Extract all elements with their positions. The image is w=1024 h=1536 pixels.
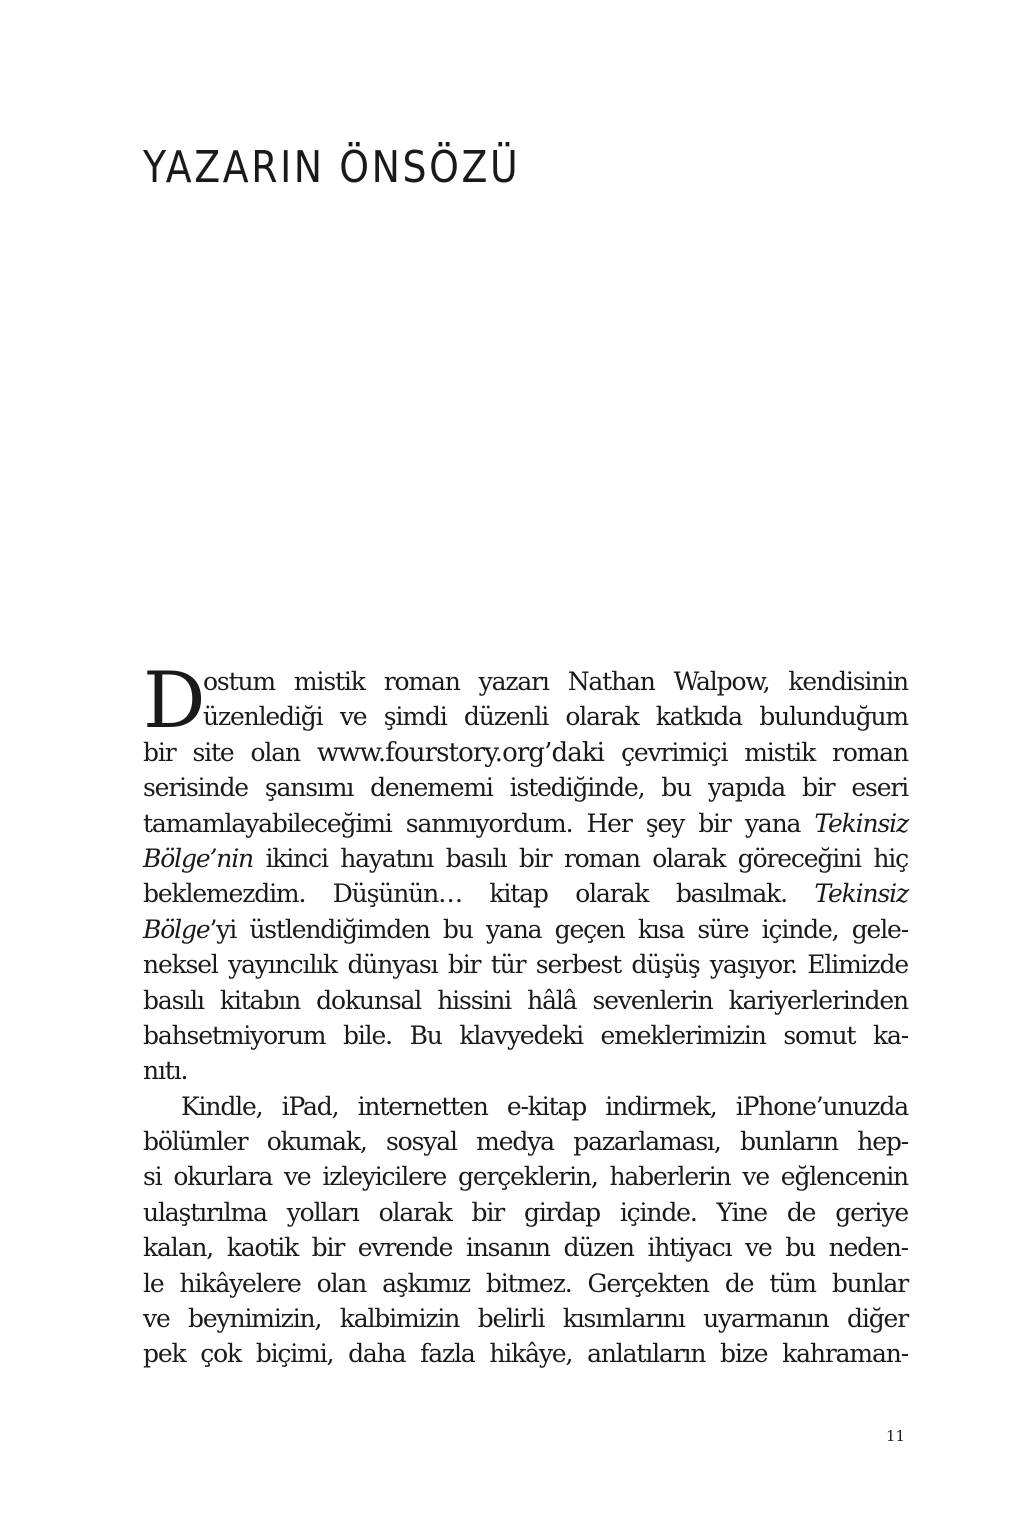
text-line: basılı kitabın dokunsal hissini hâlâ sevenlerin kariyerlerinden: [143, 985, 908, 1015]
text-line: bölümler okumak, sosyal medya pazarlaması, bunların hep-: [143, 1127, 908, 1157]
book-title-italic: Bölge’nin: [143, 843, 254, 873]
text-line: nıtı.: [143, 1056, 188, 1086]
text-line: ve beynimizin, kalbimizin belirli kısımlarını uyarmanın diğer: [143, 1304, 908, 1334]
text-segment: beklemezdim. Düşünün… kitap olarak basılmak.: [143, 879, 787, 909]
text-line: ostum mistik roman yazarı Nathan Walpow, kendisinin: [203, 667, 908, 696]
text-line: [143, 876, 908, 911]
text-line: bahsetmiyorum bile. Bu klavyedeki emeklerimizin somut ka-: [143, 1020, 908, 1050]
drop-cap: D: [143, 656, 206, 746]
text-line: [143, 912, 908, 947]
website-link-text: www.fourstory.org’daki: [316, 737, 605, 768]
text-line: ulaştırılma yolları olarak bir girdap içinde. Yine de geriye: [143, 1197, 908, 1227]
text-line: serisinde şansımı denememi istediğinde, bu yapıda bir eseri: [143, 773, 908, 803]
text-line: pek çok biçimi, daha fazla hikâye, anlatıların bize kahraman-: [143, 1339, 908, 1369]
text-line: neksel yayıncılık dünyası bir tür serbest düşüş yaşıyor. Elimizde: [143, 950, 908, 980]
body-text: [143, 656, 909, 1372]
text-line: [143, 735, 908, 770]
chapter-title: YAZARIN ÖNSÖZÜ: [143, 142, 521, 193]
text-line: üzenlediği ve şimdi düzenli olarak katkıda bulunduğum: [203, 702, 908, 732]
book-title-italic: Tekinsiz: [814, 879, 908, 909]
text-segment: çevrimiçi mistik roman: [621, 737, 909, 767]
text-segment: bir site olan: [143, 737, 300, 767]
text-line: [143, 806, 908, 841]
text-line: Kindle, iPad, internetten e-kitap indirmek, iPhone’unuzda: [181, 1091, 908, 1121]
text-segment: tamamlayabileceğimi sanmıyordum. Her şey bir yana: [143, 808, 801, 838]
book-title-italic: Tekinsiz: [814, 808, 908, 838]
text-line: kalan, kaotik bir evrende insanın düzen ihtiyacı ve bu neden-: [143, 1233, 908, 1263]
text-segment: ’yi üstlendiğimden bu yana geçen kısa süre içinde, gele-: [209, 914, 908, 944]
book-title-italic: Bölge: [143, 914, 210, 944]
text-line: [143, 841, 908, 876]
text-segment: ikinci hayatını basılı bir roman olarak göreceğini hiç: [265, 843, 908, 873]
text-line: le hikâyelere olan aşkımız bitmez. Gerçekten de tüm bunlar: [143, 1268, 908, 1298]
page-number: 11: [886, 1427, 906, 1445]
text-line: si okurlara ve izleyicilere gerçeklerin, haberlerin ve eğlencenin: [143, 1162, 908, 1192]
